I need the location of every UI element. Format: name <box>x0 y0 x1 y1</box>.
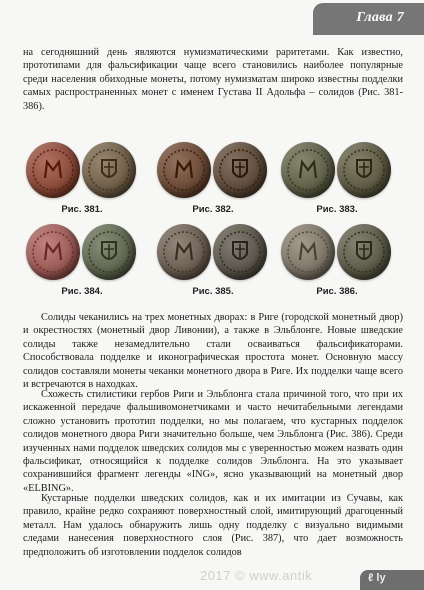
figure-caption: Рис. 385. <box>192 286 234 297</box>
coin-obverse-image <box>26 142 80 198</box>
paragraph-surface: Кустарные подделки шведских солидов, как и их имитации из Сучавы, как правило, крайне редко сохраняют поверхностный слой, имитирующий драгоценный металл. Нам удалось обнаружить лишь одну подделку с визуально видимыми следами нанесения поверхностного слоя (Рис. 387), что дает возможность предположить об изготовлении подделок солидов <box>23 493 403 558</box>
figure-384 <box>26 224 138 304</box>
figure-caption: Рис. 384. <box>61 286 103 297</box>
figure-385 <box>157 224 269 304</box>
coin-obverse-image <box>157 224 211 280</box>
page-corner-badge <box>360 570 424 590</box>
paragraph-intro: на сегодняшний день являются нумизматическими раритетами. Как известно, прототипами для фальсификации чаще всего становились наиболее популярные среди населения обиходные монеты, потому нумизматам широко известны подделки самых распространенных монет с именем Густава II Адольфа – солидов (Рис. 381-386). <box>23 47 403 112</box>
coin-reverse-image <box>337 142 391 198</box>
figure-caption: Рис. 382. <box>192 204 234 215</box>
chapter-title: Глава 7 <box>356 10 404 25</box>
coin-obverse-image <box>157 142 211 198</box>
figure-383 <box>281 142 393 222</box>
coin-row-top <box>26 142 400 222</box>
watermark-text: 2017 © www.antik <box>200 568 313 583</box>
corner-badge-text: ℓ ly <box>368 572 386 584</box>
chapter-tab <box>313 3 424 35</box>
paragraph-heraldry: Схожесть стилистики гербов Риги и Эльблонга стала причиной того, что при их искаженной передаче фальшивомонетчиками и часто нечитабельными легендами сложно установить прототип подделки, но мы полагаем, что кустарных подделок солидов монетного двора Риги значительно больше, чем Эльблонга (Рис. 386). Среди изученных нами подделок шведских солидов мы с уверенностью можем назвать один фальсификат, относящийся к подделке солидов Эльблонга. На это указывает сохранившийся фрагмент легенды «ING», ясно указывающий на монетный двор «ELBING». <box>23 389 403 494</box>
coin-obverse-image <box>26 224 80 280</box>
coin-obverse-image <box>281 224 335 280</box>
paragraph-mints: Солиды чеканились на трех монетных дворах: в Риге (городской монетный двор) и окрестностях (монетный двор Ливонии), а также в Эльблонге. Новые шведские солиды также незамедлительно стали осваиваться фальсификаторами. Способствовала подделке и иконографическая простота монет. Основную массу солидов составляли монеты чеканки монетного двора в Риге. Их подделки чаще всего и встречаются в находках. <box>23 312 403 391</box>
coin-reverse-image <box>337 224 391 280</box>
figure-386 <box>281 224 393 304</box>
coin-reverse-image <box>213 224 267 280</box>
figure-caption: Рис. 386. <box>316 286 358 297</box>
figure-382 <box>157 142 269 222</box>
figure-caption: Рис. 381. <box>61 204 103 215</box>
figure-381 <box>26 142 138 222</box>
coin-reverse-image <box>213 142 267 198</box>
coin-reverse-image <box>82 142 136 198</box>
coin-row-bottom <box>26 224 400 304</box>
coin-reverse-image <box>82 224 136 280</box>
figure-caption: Рис. 383. <box>316 204 358 215</box>
coin-obverse-image <box>281 142 335 198</box>
